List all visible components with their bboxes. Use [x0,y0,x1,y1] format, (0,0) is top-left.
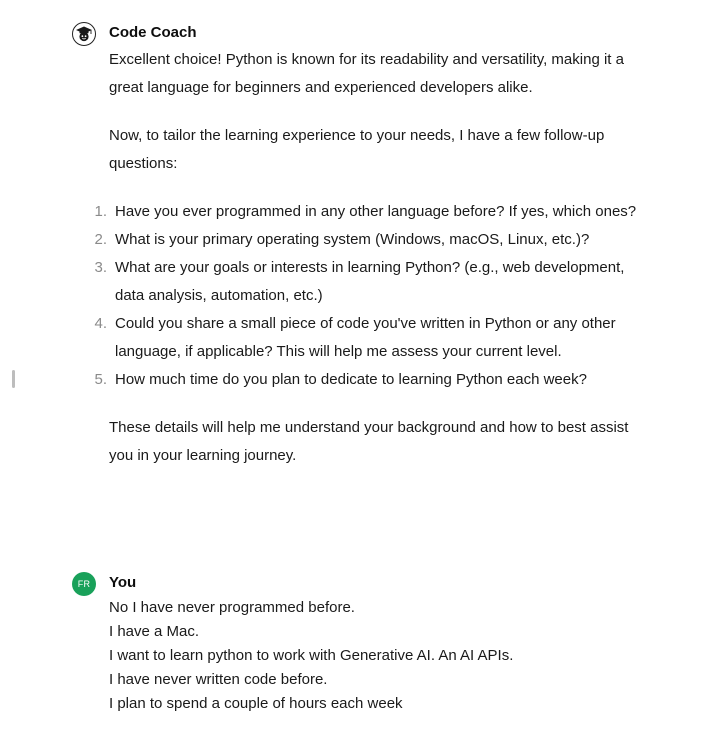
assistant-closing: These details will help me understand your background and how to best assist you in your learning journey. [109,419,629,464]
assistant-intro: Excellent choice! Python is known for its readability and versatility, making it a great language for beginners and experienced developers alike. [109,51,624,96]
list-item [87,226,645,254]
list-item-text: What is your primary operating system (Windows, macOS, Linux, etc.)? [115,231,590,248]
graduation-cap-icon [72,22,96,46]
list-item-text: What are your goals or interests in learning Python? (e.g., web development, data analysis, automation, etc.) [115,259,625,304]
list-item [87,366,645,394]
user-line: I plan to spend a couple of hours each week [109,695,403,712]
user-line: I want to learn python to work with Generative AI. An AI APIs. [109,647,514,664]
list-item-text: How much time do you plan to dedicate to learning Python each week? [115,371,587,388]
assistant-name: Code Coach [109,24,197,41]
list-item-text: Have you ever programmed in any other language before? If yes, which ones? [115,203,637,220]
user-line: I have a Mac. [109,623,200,640]
user-name: You [109,574,137,591]
scroll-handle[interactable] [12,370,15,388]
list-item-number: 4. [94,315,107,332]
list-item [87,310,645,366]
user-line: I have never written code before. [109,671,328,688]
list-item-number: 3. [94,259,107,276]
list-item-number: 1. [94,203,107,220]
list-item [87,254,645,310]
user-line: No I have never programmed before. [109,599,355,616]
user-content [109,596,649,716]
question-list [87,198,639,394]
list-item-number: 2. [94,231,107,248]
list-item-number: 5. [94,371,107,388]
assistant-tailor: Now, to tailor the learning experience to your needs, I have a few follow-up questions: [109,127,605,172]
assistant-content [94,46,639,470]
list-item [87,198,645,226]
avatar: FR [72,572,96,596]
list-item-text: Could you share a small piece of code you've written in Python or any other language, if applicable? This will help me assess your current level. [115,315,616,360]
